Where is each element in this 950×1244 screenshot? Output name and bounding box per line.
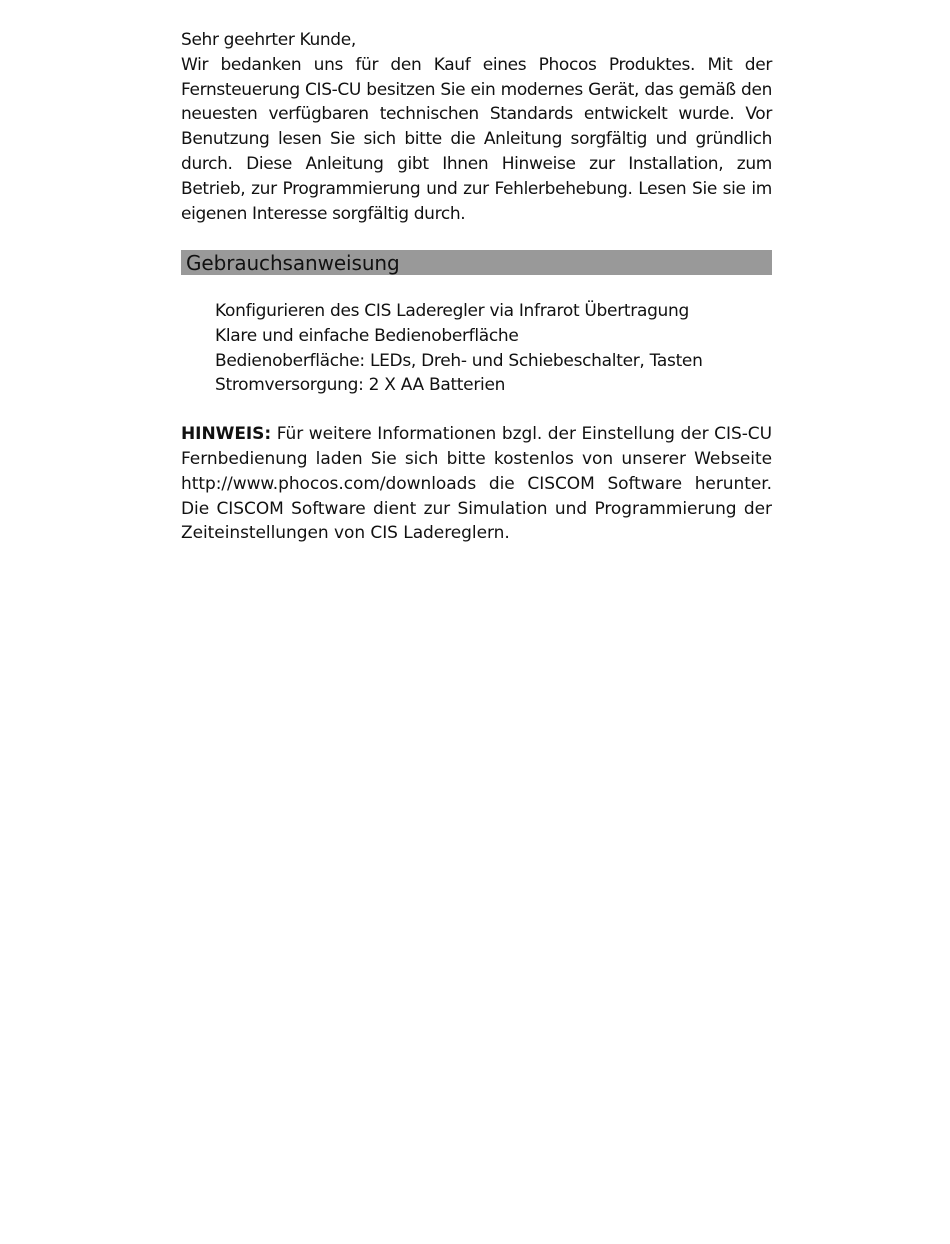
feature-item: Konfigurieren des CIS Laderegler via Infrarot Übertragung xyxy=(215,301,689,322)
intro-paragraph xyxy=(181,28,772,226)
greeting: Sehr geehrter Kunde, xyxy=(181,30,356,50)
section-heading-bar xyxy=(181,250,772,275)
note-label: HINWEIS: xyxy=(181,424,272,445)
note-paragraph xyxy=(181,422,772,546)
feature-item: Klare und einfache Bedienoberfläche xyxy=(215,326,519,347)
feature-item: Bedienoberfläche: LEDs, Dreh- und Schiebeschalter, Tasten xyxy=(215,350,703,371)
feature-list xyxy=(215,299,772,398)
feature-item: Stromversorgung: 2 X AA Batterien xyxy=(215,375,506,396)
document-page xyxy=(181,28,772,546)
section-heading: Gebrauchsanweisung xyxy=(186,250,400,275)
note-text: Für weitere Informationen bzgl. der Einstellung der CIS-CU Fernbedienung laden Sie sich bitte kostenlos von unserer Webseite http://www.phocos.com/downloads die CISCOM Software herunter. Die CISCOM Software dient zur Simulation und Programmierung der Zeiteinstellungen von CIS Ladereglern. xyxy=(181,424,772,544)
intro-body: Wir bedanken uns für den Kauf eines Phocos Produktes. Mit der Fernsteuerung CIS-CU besitzen Sie ein modernes Gerät, das gemäß den neuesten verfügbaren technischen Standards entwickelt wurde. Vor Benutzung lesen Sie sich bitte die Anleitung sorgfältig und gründlich durch. Diese Anleitung gibt Ihnen Hinweise zur Installation, zum Betrieb, zur Programmierung und zur Fehlerbehebung. Lesen Sie sie im eigenen Interesse sorgfältig durch. xyxy=(181,54,772,224)
